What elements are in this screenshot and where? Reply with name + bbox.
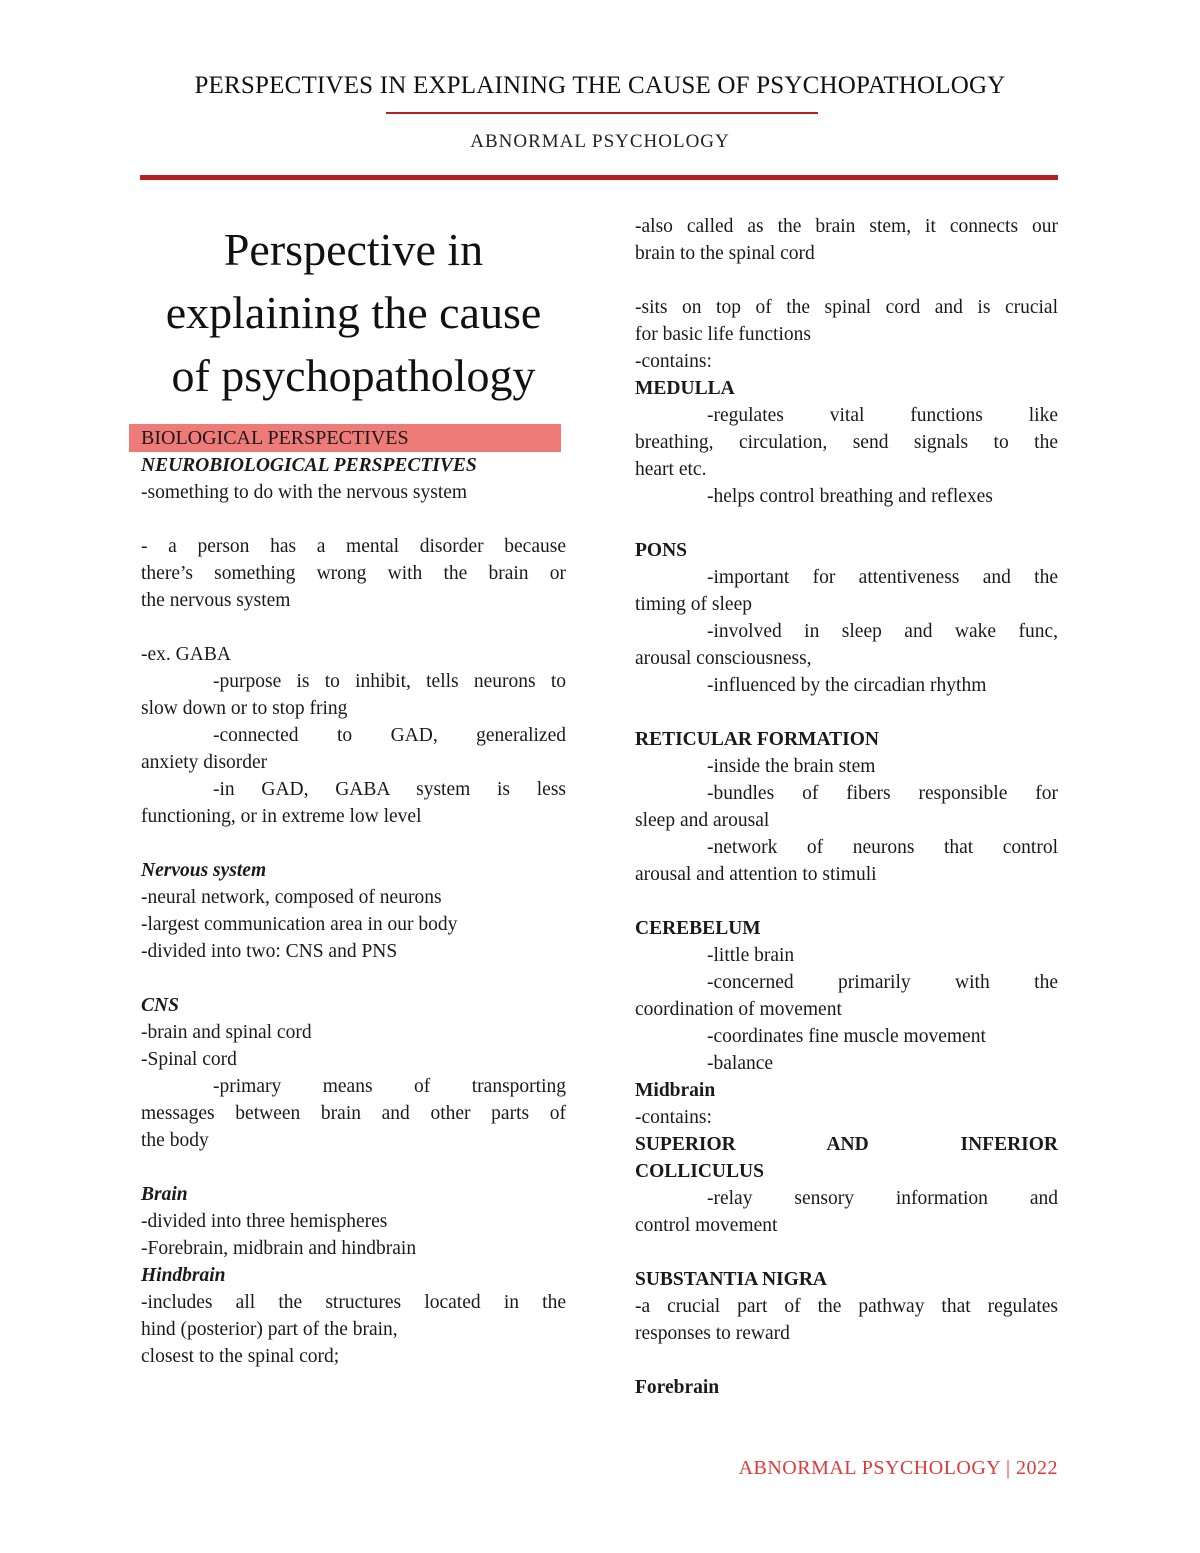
- page-footer: ABNORMAL PSYCHOLOGY | 2022: [738, 1457, 1058, 1479]
- text-line: -Forebrain, midbrain and hindbrain: [141, 1238, 417, 1259]
- document-title: Perspective in explaining the cause of psychopathology: [165, 224, 542, 401]
- text-line: hind (posterior) part of the brain,: [141, 1319, 398, 1340]
- text-line: messages between brain and other parts of: [141, 1103, 566, 1124]
- heading-pons: PONS: [635, 540, 688, 561]
- text-line: sleep and arousal: [635, 810, 770, 831]
- text-line: arousal consciousness,: [635, 648, 812, 669]
- text-line: -contains:: [635, 351, 712, 372]
- text-line: -influenced by the circadian rhythm: [707, 675, 987, 696]
- page-header-title: PERSPECTIVES IN EXPLAINING THE CAUSE OF PSYCHOPATHOLOGY: [194, 72, 1006, 99]
- text-line: -purpose is to inhibit, tells neurons to: [213, 671, 566, 692]
- text-line: -brain and spinal cord: [141, 1022, 312, 1043]
- text-line: -divided into two: CNS and PNS: [141, 941, 398, 962]
- text-line: brain to the spinal cord: [635, 243, 815, 264]
- heading-cns: CNS: [141, 995, 179, 1016]
- text-line: breathing, circulation, send signals to the: [635, 432, 1058, 453]
- text-line: coordination of movement: [635, 999, 842, 1020]
- text-line: -neural network, composed of neurons: [141, 887, 442, 908]
- text-line: -bundles of fibers responsible for: [707, 783, 1058, 804]
- text-line: -connected to GAD, generalized: [213, 725, 566, 746]
- header-underline: [386, 112, 818, 114]
- heading-reticular-formation: RETICULAR FORMATION: [635, 729, 879, 750]
- text-line: -includes all the structures located in the: [141, 1292, 566, 1313]
- left-column: [141, 218, 566, 1370]
- text-line: -a crucial part of the pathway that regulates: [635, 1296, 1058, 1317]
- heading-medulla: MEDULLA: [635, 378, 735, 399]
- text-line: -coordinates fine muscle movement: [707, 1026, 986, 1047]
- heading-brain: Brain: [141, 1184, 188, 1205]
- text-line: timing of sleep: [635, 594, 752, 615]
- text-line: -largest communication area in our body: [141, 914, 458, 935]
- text-line: -divided into three hemispheres: [141, 1211, 388, 1232]
- subsection-heading: NEUROBIOLOGICAL PERSPECTIVES: [141, 455, 477, 476]
- text-line: the nervous system: [141, 590, 291, 611]
- text-line: -relay sensory information and: [707, 1188, 1058, 1209]
- text-line: for basic life functions: [635, 324, 811, 345]
- text-line: heart etc.: [635, 459, 707, 480]
- heading-midbrain: Midbrain: [635, 1080, 716, 1101]
- heading-colliculus-cont: COLLICULUS: [635, 1161, 764, 1182]
- text-line: -regulates vital functions like: [707, 405, 1058, 426]
- text-line: -contains:: [635, 1107, 712, 1128]
- text-line: -ex. GABA: [141, 644, 231, 665]
- text-line: -involved in sleep and wake func,: [707, 621, 1058, 642]
- right-column: [635, 213, 1058, 1401]
- header-divider: [140, 175, 1058, 180]
- text-line: -primary means of transporting: [213, 1076, 566, 1097]
- text-line: control movement: [635, 1215, 778, 1236]
- text-line: -balance: [707, 1053, 774, 1074]
- text-line: -sits on top of the spinal cord and is crucial: [635, 297, 1058, 318]
- text-line: functioning, or in extreme low level: [141, 806, 422, 827]
- heading-hindbrain: Hindbrain: [141, 1265, 226, 1286]
- text-line: -inside the brain stem: [707, 756, 876, 777]
- text-line: -little brain: [707, 945, 795, 966]
- text-line: -Spinal cord: [141, 1049, 237, 1070]
- text-line: arousal and attention to stimuli: [635, 864, 877, 885]
- text-line: -network of neurons that control: [707, 837, 1058, 858]
- text-line: -helps control breathing and reflexes: [707, 486, 993, 507]
- text-line: responses to reward: [635, 1323, 790, 1344]
- heading-substantia-nigra: SUBSTANTIA NIGRA: [635, 1269, 827, 1290]
- section-heading-biological: BIOLOGICAL PERSPECTIVES: [129, 424, 561, 452]
- text-line: there’s something wrong with the brain or: [141, 563, 566, 584]
- heading-nervous-system: Nervous system: [141, 860, 267, 881]
- text-line: -important for attentiveness and the: [707, 567, 1058, 588]
- text-line: -also called as the brain stem, it connects our: [635, 216, 1058, 237]
- heading-forebrain: Forebrain: [635, 1377, 720, 1398]
- text-line: -something to do with the nervous system: [141, 482, 468, 503]
- text-line: anxiety disorder: [141, 752, 268, 773]
- page-header-subtitle: ABNORMAL PSYCHOLOGY: [470, 131, 730, 152]
- text-line: -in GAD, GABA system is less: [213, 779, 566, 800]
- text-line: closest to the spinal cord;: [141, 1346, 340, 1367]
- text-line: -concerned primarily with the: [707, 972, 1058, 993]
- text-line: slow down or to stop fring: [141, 698, 348, 719]
- heading-colliculus: SUPERIOR AND INFERIOR: [635, 1134, 1058, 1155]
- heading-cerebelum: CEREBELUM: [635, 918, 761, 939]
- text-line: the body: [141, 1130, 209, 1151]
- text-line: - a person has a mental disorder because: [141, 536, 566, 557]
